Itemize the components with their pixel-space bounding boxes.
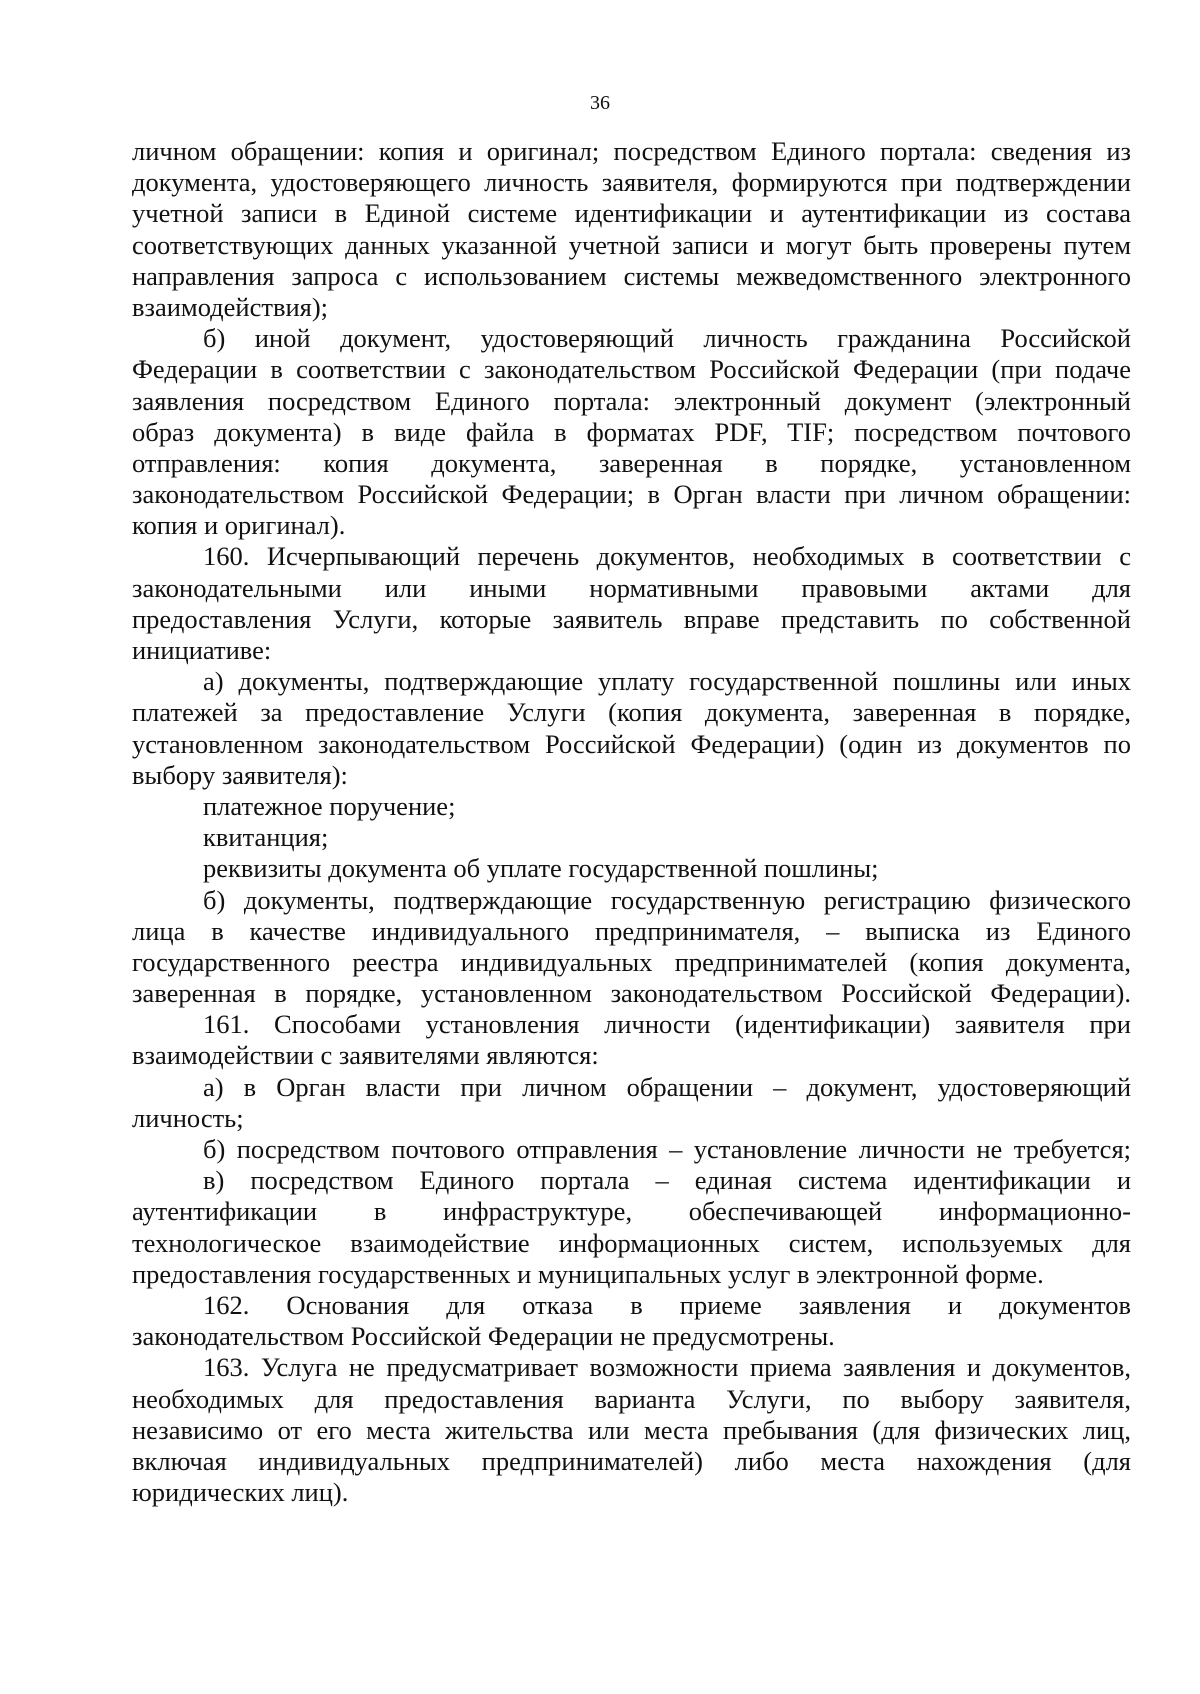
text-line: б) иной документ, удостоверяющий личность гражданина Российской (203, 323, 1131, 354)
text-line: платежное поручение; (203, 790, 456, 821)
text-line: 160. Исчерпывающий перечень документов, необходимых в соответствии с (203, 541, 1131, 572)
text-line: соответствующих данных указанной учетной записи и могут быть проверены путем (132, 229, 1131, 260)
text-line: включая индивидуальных предпринимателей) либо места нахождения (для (132, 1445, 1131, 1476)
text-line: юридических лиц). (132, 1477, 349, 1508)
text-line: взаимодействия); (132, 291, 329, 322)
text-line: копия и оригинал). (132, 510, 346, 541)
text-line: а) документы, подтверждающие уплату государственной пошлины или иных (203, 666, 1131, 697)
text-line: лица в качестве индивидуального предпринимателя, – выписка из Единого (132, 915, 1131, 946)
text-line: документа, удостоверяющего личность заявителя, формируются при подтверждении (132, 167, 1131, 198)
text-line: законодательством Российской Федерации; в Орган власти при личном обращении: (132, 479, 1131, 510)
text-line: аутентификации в инфраструктуре, обеспечивающей информационно- (132, 1196, 1131, 1227)
text-line: б) посредством почтового отправления – установление личности не требуется; (203, 1134, 1131, 1164)
text-line: реквизиты документа об уплате государственной пошлины; (203, 853, 879, 884)
text-line: предоставления Услуги, которые заявитель вправе представить по собственной (132, 603, 1131, 634)
text-line: выбору заявителя): (132, 759, 348, 790)
text-line: 162. Основания для отказа в приеме заявления и документов (203, 1289, 1131, 1320)
document-body (132, 136, 1131, 1508)
text-line: в) посредством Единого портала – единая система идентификации и (203, 1165, 1131, 1196)
text-line: технологическое взаимодействие информационных систем, используемых для (132, 1227, 1131, 1258)
text-line: установленном законодательством Российской Федерации) (один из документов по (132, 728, 1131, 759)
text-line: 161. Способами установления личности (идентификации) заявителя при (203, 1009, 1131, 1040)
text-line: квитанция; (203, 822, 329, 853)
text-line: взаимодействии с заявителями являются: (132, 1040, 599, 1071)
text-line: независимо от его места жительства или места пребывания (для физических лиц, (132, 1414, 1131, 1445)
text-line: законодательством Российской Федерации не предусмотрены. (132, 1321, 835, 1352)
text-line: б) документы, подтверждающие государственную регистрацию физического (203, 884, 1131, 915)
text-line: образ документа) в виде файла в форматах PDF, TIF; посредством почтового (132, 416, 1131, 447)
text-line: инициативе: (132, 635, 272, 665)
text-line: отправления: копия документа, заверенная в порядке, установленном (132, 447, 1131, 478)
page-number: 36 (590, 92, 610, 114)
text-line: необходимых для предоставления варианта Услуги, по выбору заявителя, (132, 1383, 1131, 1414)
text-line: личном обращении: копия и оригинал; посредством Единого портала: сведения из (132, 136, 1131, 166)
text-line: государственного реестра индивидуальных предпринимателей (копия документа, (132, 946, 1131, 977)
text-line: платежей за предоставление Услуги (копия документа, заверенная в порядке, (132, 697, 1131, 728)
text-line: заявления посредством Единого портала: электронный документ (электронный (132, 385, 1131, 416)
text-line: предоставления государственных и муниципальных услуг в электронной форме. (132, 1258, 1044, 1289)
text-line: направления запроса с использованием системы межведомственного электронного (132, 260, 1131, 291)
text-line: Федерации в соответствии с законодательством Российской Федерации (при подаче (132, 354, 1131, 385)
text-line: законодательными или иными нормативными правовыми актами для (132, 572, 1131, 603)
text-line: личность; (132, 1102, 244, 1133)
text-line: заверенная в порядке, установленном законодательством Российской Федерации). (132, 978, 1131, 1009)
text-line: 163. Услуга не предусматривает возможности приема заявления и документов, (203, 1352, 1131, 1383)
text-line: а) в Орган власти при личном обращении – документ, удостоверяющий (203, 1071, 1131, 1102)
text-line: учетной записи в Единой системе идентификации и аутентификации из состава (132, 198, 1131, 229)
